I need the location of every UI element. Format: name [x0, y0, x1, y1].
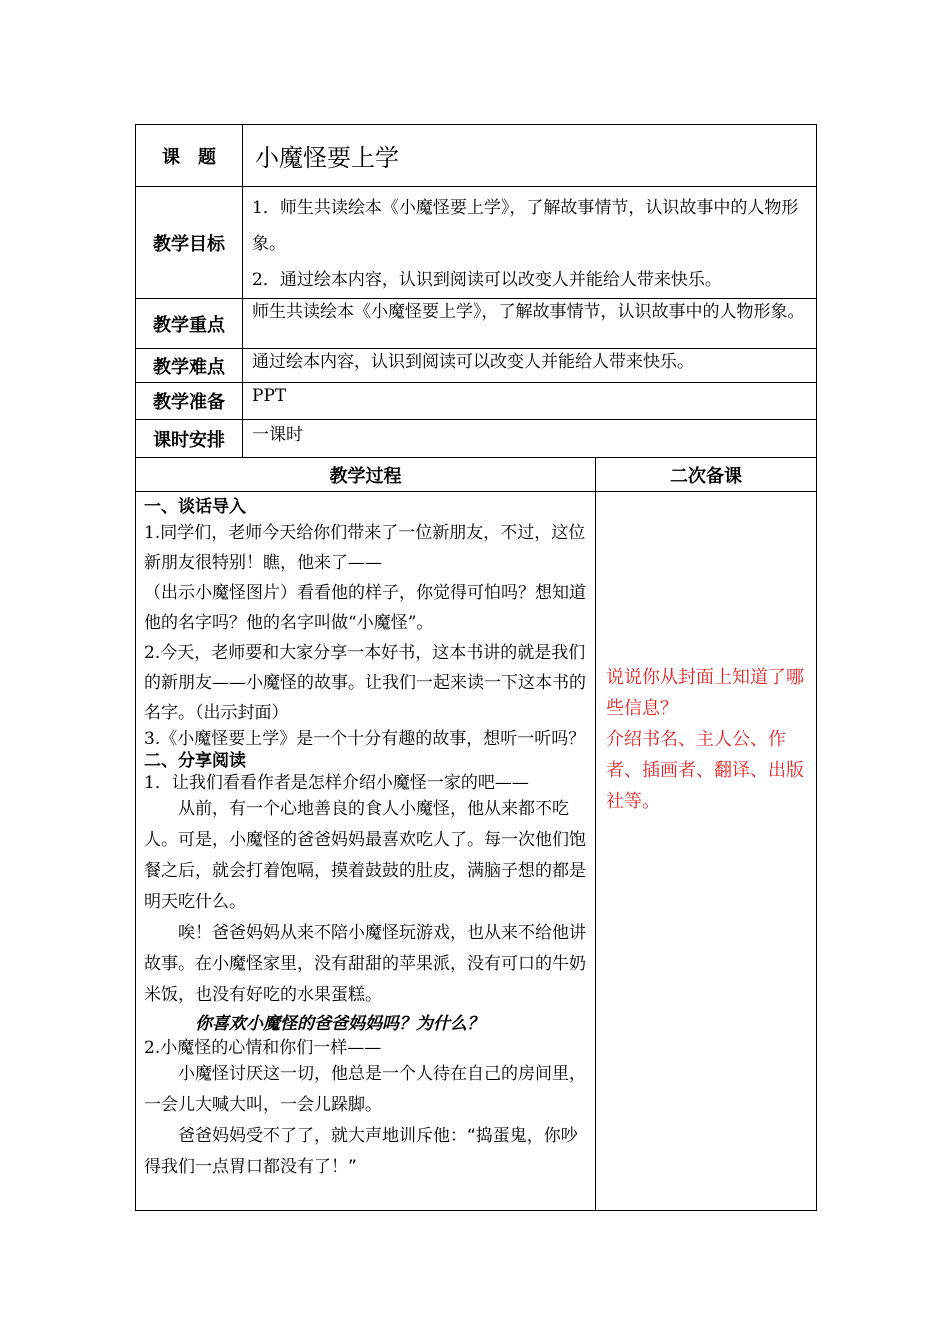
process-content: [136, 492, 596, 1211]
row-key-points: [136, 299, 817, 349]
process-paragraph-1: 1.同学们，老师今天给你们带来了一位新朋友，不过，这位新朋友很特别！瞧，他来了——: [144, 523, 586, 573]
row-preparation: [136, 383, 817, 420]
process-header: 教学过程: [136, 458, 596, 492]
row-objectives: [136, 187, 817, 299]
title-value: 小魔怪要上学: [243, 125, 817, 187]
objective-1: 1．师生共读绘本《小魔怪要上学》，了解故事情节，认识故事中的人物形象。: [252, 198, 799, 254]
title-label: 课 题: [136, 125, 243, 187]
objective-2: 2．通过绘本内容，认识到阅读可以改变人并能给人带来快乐。: [252, 270, 722, 290]
row-process: [136, 492, 817, 1211]
schedule-label: 课时安排: [136, 420, 243, 458]
lesson-plan-table: [135, 124, 817, 1211]
secondary-notes: [596, 492, 817, 1211]
row-difficulties: [136, 349, 817, 383]
process-paragraph-3: 2.今天，老师要和大家分享一本好书，这本书讲的就是我们的新朋友——小魔怪的故事。让我们一起来读一下这本书的名字。（出示封面）: [144, 643, 586, 723]
story-paragraph-1: 从前，有一个心地善良的食人小魔怪，他从来都不吃人。可是，小魔怪的爸爸妈妈最喜欢吃人了。每一次他们饱餐之后，就会打着饱嗝，摸着鼓鼓的肚皮，满脑子想的都是明天吃什么。: [144, 799, 586, 912]
objectives-value: [243, 187, 817, 299]
process-paragraph-2: （出示小魔怪图片）看看他的样子，你觉得可怕吗？想知道他的名字吗？他的名字叫做“小魔怪”。: [144, 583, 586, 633]
row-title: [136, 125, 817, 187]
objectives-label: 教学目标: [136, 187, 243, 299]
preparation-value: PPT: [243, 383, 817, 420]
process-paragraph-6: 2.小魔怪的心情和你们一样——: [144, 1038, 382, 1058]
key-points-label: 教学重点: [136, 299, 243, 349]
story-paragraph-3: 小魔怪讨厌这一切，他总是一个人待在自己的房间里，一会儿大喊大叫，一会儿跺脚。: [144, 1064, 586, 1115]
story-paragraph-4: 爸爸妈妈受不了了，就大声地训斥他：“捣蛋鬼，你吵得我们一点胃口都没有了！”: [144, 1126, 578, 1177]
secondary-header: 二次备课: [596, 458, 817, 492]
difficulties-value: 通过绘本内容，认识到阅读可以改变人并能给人带来快乐。: [243, 349, 817, 383]
schedule-value: 一课时: [243, 420, 817, 458]
section-2-title: 二、分享阅读: [144, 751, 246, 771]
key-points-value: 师生共读绘本《小魔怪要上学》，了解故事情节，认识故事中的人物形象。: [243, 299, 817, 349]
preparation-label: 教学准备: [136, 383, 243, 420]
difficulties-label: 教学难点: [136, 349, 243, 383]
row-headers: [136, 458, 817, 492]
discussion-question: 你喜欢小魔怪的爸爸妈妈吗？为什么？: [195, 1014, 484, 1034]
section-1-title: 一、谈话导入: [144, 497, 246, 517]
note-1: 说说你从封面上知道了哪些信息？: [606, 667, 804, 719]
process-paragraph-5: 1．让我们看看作者是怎样介绍小魔怪一家的吧——: [144, 773, 529, 793]
process-paragraph-4: 3.《小魔怪要上学》是一个十分有趣的故事，想听一听吗？: [144, 729, 586, 749]
story-paragraph-2: 唉！爸爸妈妈从来不陪小魔怪玩游戏，也从来不给他讲故事。在小魔怪家里，没有甜甜的苹果派，没有可口的牛奶米饭，也没有好吃的水果蛋糕。: [144, 923, 586, 1005]
row-schedule: [136, 420, 817, 458]
note-2: 介绍书名、主人公、作者、插画者、翻译、出版社等。: [606, 729, 804, 812]
